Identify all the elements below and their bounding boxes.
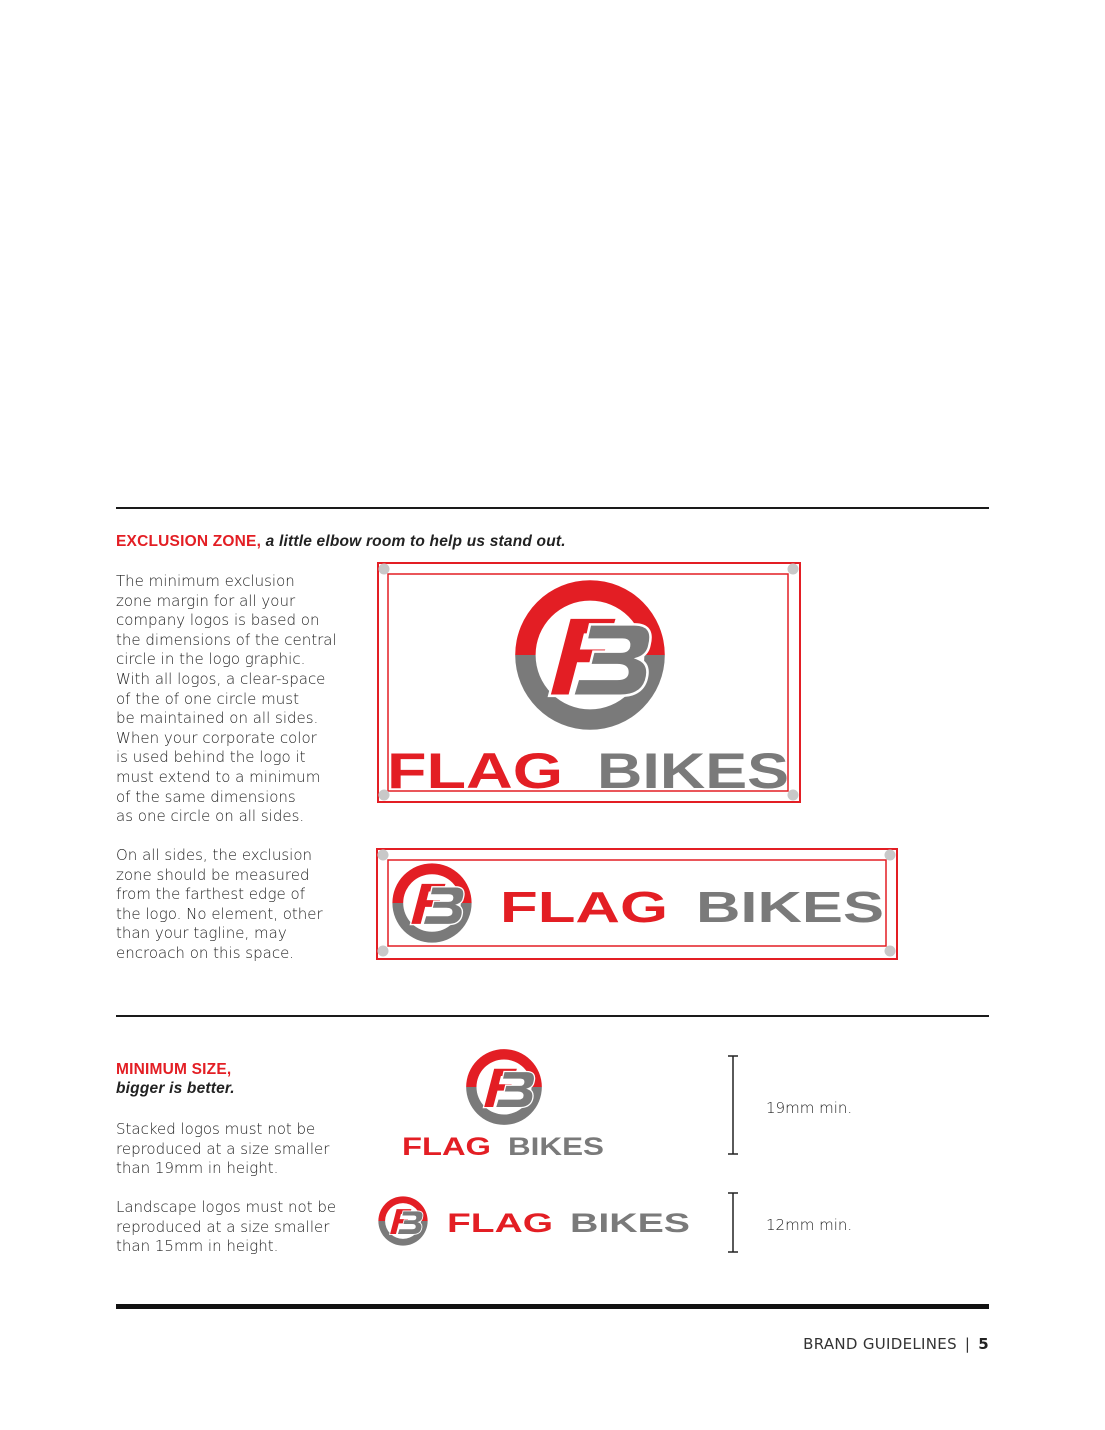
logo-word-flag: FLAG (387, 743, 563, 799)
logo-word-flag: FLAG (500, 883, 668, 932)
height-indicator-landscape (726, 1192, 740, 1254)
corner-handle (788, 564, 799, 575)
corner-handle (885, 850, 896, 861)
logo-word-bikes: BIKES (508, 1133, 604, 1161)
footer-divider (116, 1304, 989, 1309)
logo-word-flag: FLAG (447, 1208, 553, 1238)
section-divider-middle (116, 1015, 989, 1017)
exclusion-heading (116, 533, 566, 551)
fb-emblem-icon (466, 1049, 542, 1125)
logo-word-bikes: BIKES (570, 1208, 690, 1238)
page-number: 5 (978, 1335, 989, 1353)
corner-handle (378, 850, 389, 861)
exclusion-paragraph-2: On all sides, the exclusion zone should be measured from the farthest edge of the logo. No element, other than your tagline, may encroach on this space. (116, 846, 323, 962)
minimum-size-title: MINIMUM SIZE, (116, 1061, 232, 1078)
landscape-logo-min-size (375, 1192, 693, 1250)
footer-separator: | (964, 1335, 971, 1353)
stacked-min-size-label: 19mm min. (766, 1099, 853, 1117)
minimum-paragraph-1: Stacked logos must not be reproduced at a size smaller than 19mm in height. (116, 1120, 330, 1178)
corner-handle (788, 790, 799, 801)
exclusion-subtitle: a little elbow room to help us stand out. (265, 533, 566, 550)
footer-label: BRAND GUIDELINES (803, 1335, 957, 1353)
corner-handle (379, 564, 390, 575)
exclusion-title: EXCLUSION ZONE, (116, 533, 262, 550)
logo-word-bikes: BIKES (696, 883, 884, 932)
corner-handle (378, 946, 389, 957)
fb-emblem-icon (392, 863, 471, 942)
minimum-size-subtitle: bigger is better. (116, 1080, 235, 1097)
logo-word-bikes: BIKES (597, 743, 789, 799)
logo-word-flag: FLAG (402, 1133, 491, 1161)
stacked-logo-exclusion-diagram (377, 562, 801, 803)
exclusion-paragraph-1: The minimum exclusion zone margin for all your company logos is based on the dimensions of the central circle in the logo graphic. With all logos, a clear-space of the of one circle must be maintained on all sides. When your corporate color is used behind the logo it must extend to a minimum of the same dimensions as one circle on all sides. (116, 572, 337, 826)
minimum-paragraph-2: Landscape logos must not be reproduced at a size smaller than 15mm in height. (116, 1198, 337, 1256)
page-footer (803, 1335, 989, 1353)
landscape-logo-exclusion-diagram (376, 848, 898, 960)
height-indicator-stacked (726, 1055, 740, 1155)
landscape-min-size-label: 12mm min. (766, 1216, 853, 1234)
stacked-logo-min-size (400, 1044, 606, 1161)
section-divider-top (116, 507, 989, 509)
corner-handle (885, 946, 896, 957)
fb-emblem-icon (378, 1196, 427, 1245)
fb-emblem-icon (515, 580, 665, 730)
